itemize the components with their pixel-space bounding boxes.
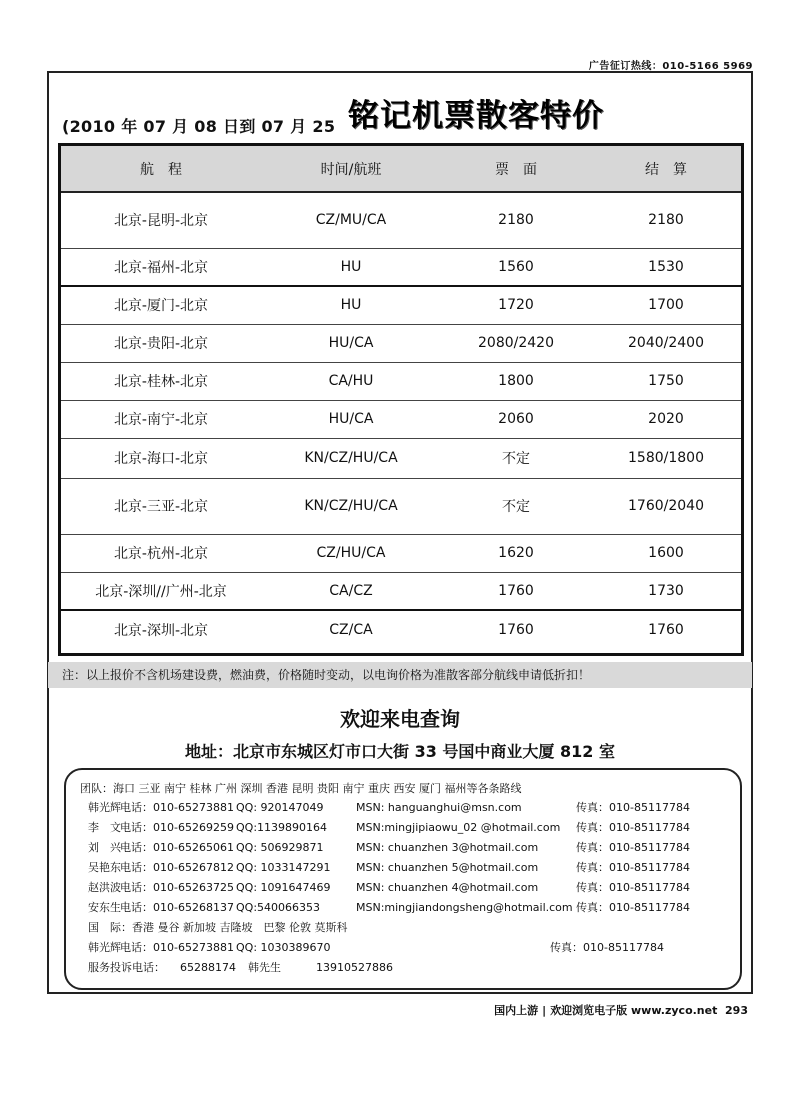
contact-tel: 电话：010-65273881 [120, 801, 234, 814]
flight-cell: HU [261, 286, 441, 324]
table-row [61, 610, 741, 648]
settlement-cell: 2020 [591, 400, 741, 438]
ticket-price-cell: 1760 [441, 572, 591, 610]
route-cell: 北京-厦门-北京 [61, 286, 261, 324]
flight-cell: HU/CA [261, 324, 441, 362]
header-settlement: 结 算 [591, 146, 741, 192]
contact-fax: 传真：010-85117784 [576, 901, 690, 914]
fare-table [61, 146, 741, 648]
route-cell: 北京-贵阳-北京 [61, 324, 261, 362]
header-flight: 时间/航班 [261, 146, 441, 192]
international-routes-row [80, 918, 740, 938]
table-row [61, 438, 741, 478]
contact-name: 韩光辉 [88, 801, 121, 814]
contact-qq: QQ: 1030389670 [236, 941, 331, 954]
complaint-row [80, 958, 740, 978]
table-row [61, 400, 741, 438]
header-ticket-price: 票 面 [441, 146, 591, 192]
table-row [61, 324, 741, 362]
table-row [61, 534, 741, 572]
flight-cell: KN/CZ/HU/CA [261, 478, 441, 534]
contact-qq: QQ: 506929871 [236, 841, 324, 854]
contact-fax: 传真：010-85117784 [576, 801, 690, 814]
ad-hotline: 广告征订热线：010-5166 5969 [588, 61, 753, 72]
settlement-cell: 2180 [591, 192, 741, 248]
contact-tel: 电话：010-65267812 [120, 861, 234, 874]
contact-qq: QQ: 920147049 [236, 801, 324, 814]
contact-msn: MSN: chuanzhen 4@hotmail.com [356, 881, 539, 894]
ticket-price-cell: 1560 [441, 248, 591, 286]
contact-qq: QQ:540066353 [236, 901, 321, 914]
header-route: 航 程 [61, 146, 261, 192]
contact-row [80, 818, 740, 838]
ticket-price-cell: 2080/2420 [441, 324, 591, 362]
settlement-cell: 1700 [591, 286, 741, 324]
flight-cell: CZ/HU/CA [261, 534, 441, 572]
contact-name: 安东生 [88, 901, 121, 914]
price-note: 注：以上报价不含机场建设费，燃油费，价格随时变动，以电询价格为准散客部分航线申请低折扣！ [48, 662, 752, 688]
contact-tel: 电话：010-65268137 [120, 901, 234, 914]
route-cell: 北京-深圳//广州-北京 [61, 572, 261, 610]
footer-publication: 欢迎浏览电子版 www.zyco.net [550, 1004, 718, 1017]
settlement-cell: 1530 [591, 248, 741, 286]
contact-qq: QQ: 1091647469 [236, 881, 331, 894]
contact-fax: 传真：010-85117784 [576, 841, 690, 854]
route-cell: 北京-南宁-北京 [61, 400, 261, 438]
page-footer: 国内上游 | 欢迎浏览电子版 www.zyco.net 293 [494, 1004, 748, 1017]
contact-row [80, 798, 740, 818]
contacts-box [64, 768, 742, 990]
contact-msn: MSN: chuanzhen 3@hotmail.com [356, 841, 539, 854]
contact-msn: MSN: chuanzhen 5@hotmail.com [356, 861, 539, 874]
contact-name: 刘 兴 [88, 841, 121, 854]
flight-cell: CZ/MU/CA [261, 192, 441, 248]
settlement-cell: 1600 [591, 534, 741, 572]
settlement-cell: 1750 [591, 362, 741, 400]
contact-name: 韩光辉 [88, 941, 121, 954]
address: 地址：北京市东城区灯市口大街 33 号国中商业大厦 812 室 [185, 742, 615, 761]
table-row [61, 286, 741, 324]
settlement-cell: 1730 [591, 572, 741, 610]
footer-section: 国内上游 [494, 1004, 539, 1017]
complaint-number: 65288174 [180, 961, 236, 974]
flight-cell: CA/CZ [261, 572, 441, 610]
page-number: 293 [725, 1004, 748, 1017]
contact-tel: 电话：010-65265061 [120, 841, 234, 854]
contact-tel: 电话：010-65273881 [120, 941, 234, 954]
welcome-heading: 欢迎来电查询 [340, 707, 460, 731]
complaint-person: 韩先生 [248, 961, 281, 974]
page-title: 铭记机票散客特价 [348, 98, 604, 134]
contact-row [80, 898, 740, 918]
contact-row [80, 858, 740, 878]
ticket-price-cell: 2060 [441, 400, 591, 438]
header [62, 88, 742, 138]
settlement-cell: 1580/1800 [591, 438, 741, 478]
contact-tel: 电话：010-65269259 [120, 821, 234, 834]
international-routes: 国 际：香港 曼谷 新加坡 吉隆坡 巴黎 伦敦 莫斯科 [88, 921, 348, 934]
table-row [61, 192, 741, 248]
contact-name: 李 文 [88, 821, 121, 834]
ticket-price-cell: 1800 [441, 362, 591, 400]
contact-qq: QQ: 1033147291 [236, 861, 331, 874]
contact-tel: 电话：010-65263725 [120, 881, 234, 894]
ticket-price-cell: 不定 [441, 478, 591, 534]
complaint-mobile: 13910527886 [316, 961, 393, 974]
fare-table-box [58, 143, 744, 656]
contact-name: 赵洪波 [88, 881, 121, 894]
route-cell: 北京-海口-北京 [61, 438, 261, 478]
contact-row [80, 938, 740, 958]
contact-fax: 传真：010-85117784 [576, 861, 690, 874]
route-cell: 北京-昆明-北京 [61, 192, 261, 248]
flight-cell: CZ/CA [329, 621, 373, 638]
route-cell: 北京-桂林-北京 [61, 362, 261, 400]
table-row [61, 248, 741, 286]
ticket-price-cell: 2180 [441, 192, 591, 248]
settlement-cell: 1760 [648, 621, 684, 638]
route-cell: 北京-福州-北京 [61, 248, 261, 286]
contact-msn: MSN: hanguanghui@msn.com [356, 801, 522, 814]
flight-cell: CA/HU [261, 362, 441, 400]
settlement-cell: 1760/2040 [591, 478, 741, 534]
contact-msn: MSN:mingjipiaowu_02 @hotmail.com [356, 821, 561, 834]
settlement-cell: 2040/2400 [591, 324, 741, 362]
route-cell: 北京-深圳-北京 [113, 622, 209, 639]
table-row [61, 478, 741, 534]
route-cell: 北京-三亚-北京 [61, 478, 261, 534]
ticket-price-cell: 1620 [441, 534, 591, 572]
flight-cell: HU/CA [261, 400, 441, 438]
contact-row [80, 838, 740, 858]
flight-cell: HU [261, 248, 441, 286]
date-range: (2010 年 07 月 08 日到 07 月 25 [62, 117, 336, 136]
contact-fax: 传真：010-85117784 [576, 881, 690, 894]
contact-qq: QQ:1139890164 [236, 821, 328, 834]
contact-msn: MSN:mingjiandongsheng@hotmail.com [356, 901, 573, 914]
ticket-price-cell: 1760 [498, 621, 534, 638]
table-row [61, 572, 741, 610]
ticket-price-cell: 1720 [441, 286, 591, 324]
contact-row [80, 878, 740, 898]
contact-name: 吴艳东 [88, 861, 121, 874]
table-header-row [61, 146, 741, 192]
contact-fax: 传真：010-85117784 [576, 821, 690, 834]
complaint-label: 服务投诉电话： [88, 961, 165, 974]
team-routes: 团队：海口 三亚 南宁 桂林 广州 深圳 香港 昆明 贵阳 南宁 重庆 西安 厦门 福州等各条路线 [80, 782, 522, 795]
ticket-price-cell: 不定 [441, 438, 591, 478]
contact-fax: 传真：010-85117784 [550, 941, 664, 954]
flight-cell: KN/CZ/HU/CA [261, 438, 441, 478]
route-cell: 北京-杭州-北京 [61, 534, 261, 572]
table-row [61, 362, 741, 400]
